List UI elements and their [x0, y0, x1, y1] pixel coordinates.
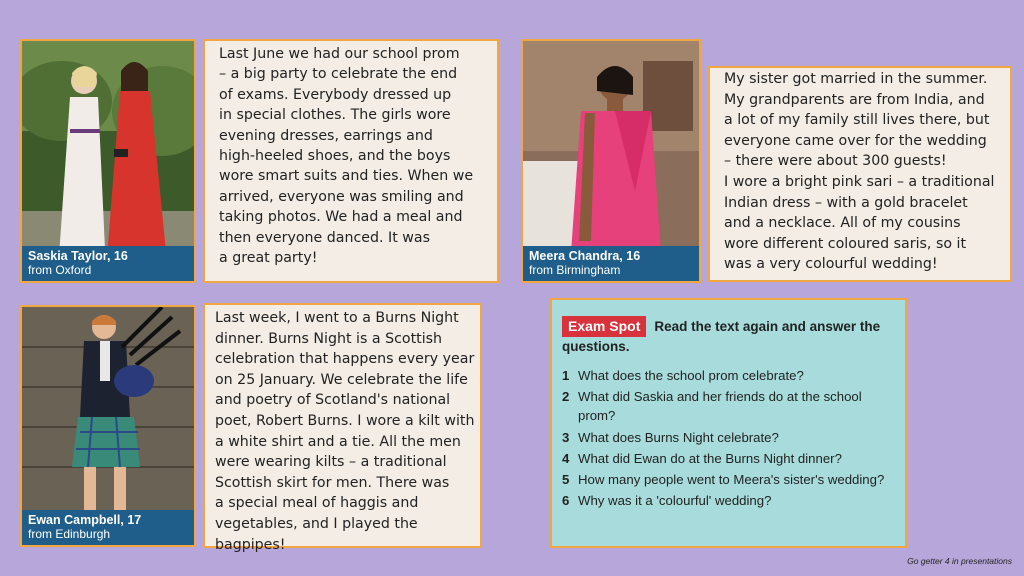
ewan-text-card [203, 303, 482, 553]
question-item: 5 How many people went to Meera's sister's wedding? [562, 472, 885, 488]
meera-name: Meera Chandra, 16 [529, 249, 641, 263]
ewan-from: from Edinburgh [28, 527, 111, 541]
meera-photo-card [521, 39, 701, 283]
saskia-text: Last June we had our school prom – a big party to celebrate the end of exams. Everybody dressed up in special clothes. The girls wore evening dresses, earrings and high-heeled shoes, and the boys wore smart suits and ties. When we arrived, everyone was smiling and taking photos. We had a meal and then everyone danced. It was a great party! [219, 46, 474, 267]
saskia-from: from Oxford [28, 263, 92, 277]
saskia-caption [22, 246, 194, 281]
footer-credit: Go getter 4 in presentations [907, 556, 1012, 566]
wedding-photo-image [523, 41, 699, 281]
saskia-text-card [203, 39, 499, 283]
question-list [562, 366, 893, 510]
saskia-name: Saskia Taylor, 16 [28, 249, 128, 263]
ewan-text: Last week, I went to a Burns Night dinner. Burns Night is a Scottish celebration that happens every year on 25 January. We celebrate the life and poetry of Scotland's national poet, Robert Burns. I wore a kilt with a white shirt and a tie. All the men were wearing kilts – a traditional Scottish skirt for men. There was a special meal of haggis and vegetables, and I played the bagpipes! [215, 310, 475, 553]
saskia-photo-card [20, 39, 196, 283]
meera-text-card [708, 66, 1012, 282]
meera-caption [523, 246, 699, 281]
ewan-photo-card [20, 305, 196, 547]
question-item: 6 Why was it a 'colourful' wedding? [562, 493, 772, 509]
question-item: 2 What did Saskia and her friends do at the school prom? [562, 389, 862, 424]
question-item: 4 What did Ewan do at the Burns Night dinner? [562, 450, 842, 466]
exam-spot-heading [562, 316, 893, 356]
meera-from: from Birmingham [529, 263, 621, 277]
exam-instruction: Read the text again and answer the questions. [562, 319, 881, 354]
prom-photo-image [22, 41, 194, 281]
ewan-caption [22, 510, 194, 545]
ewan-name: Ewan Campbell, 17 [28, 513, 142, 527]
exam-spot-badge: Exam Spot [562, 316, 646, 337]
meera-text: My sister got married in the summer. My grandparents are from India, and a lot of my family still lives there, but everyone came over for the wedding – there were about 300 guests! I wore a bright pink sari – a traditional Indian dress – with a gold bracelet and a necklace. All of my cousins wore different coloured saris, so it was a very colourful wedding! [724, 71, 995, 273]
question-item: 3 What does Burns Night celebrate? [562, 429, 779, 445]
exam-spot-card [550, 298, 907, 548]
question-item: 1 What does the school prom celebrate? [562, 368, 804, 383]
